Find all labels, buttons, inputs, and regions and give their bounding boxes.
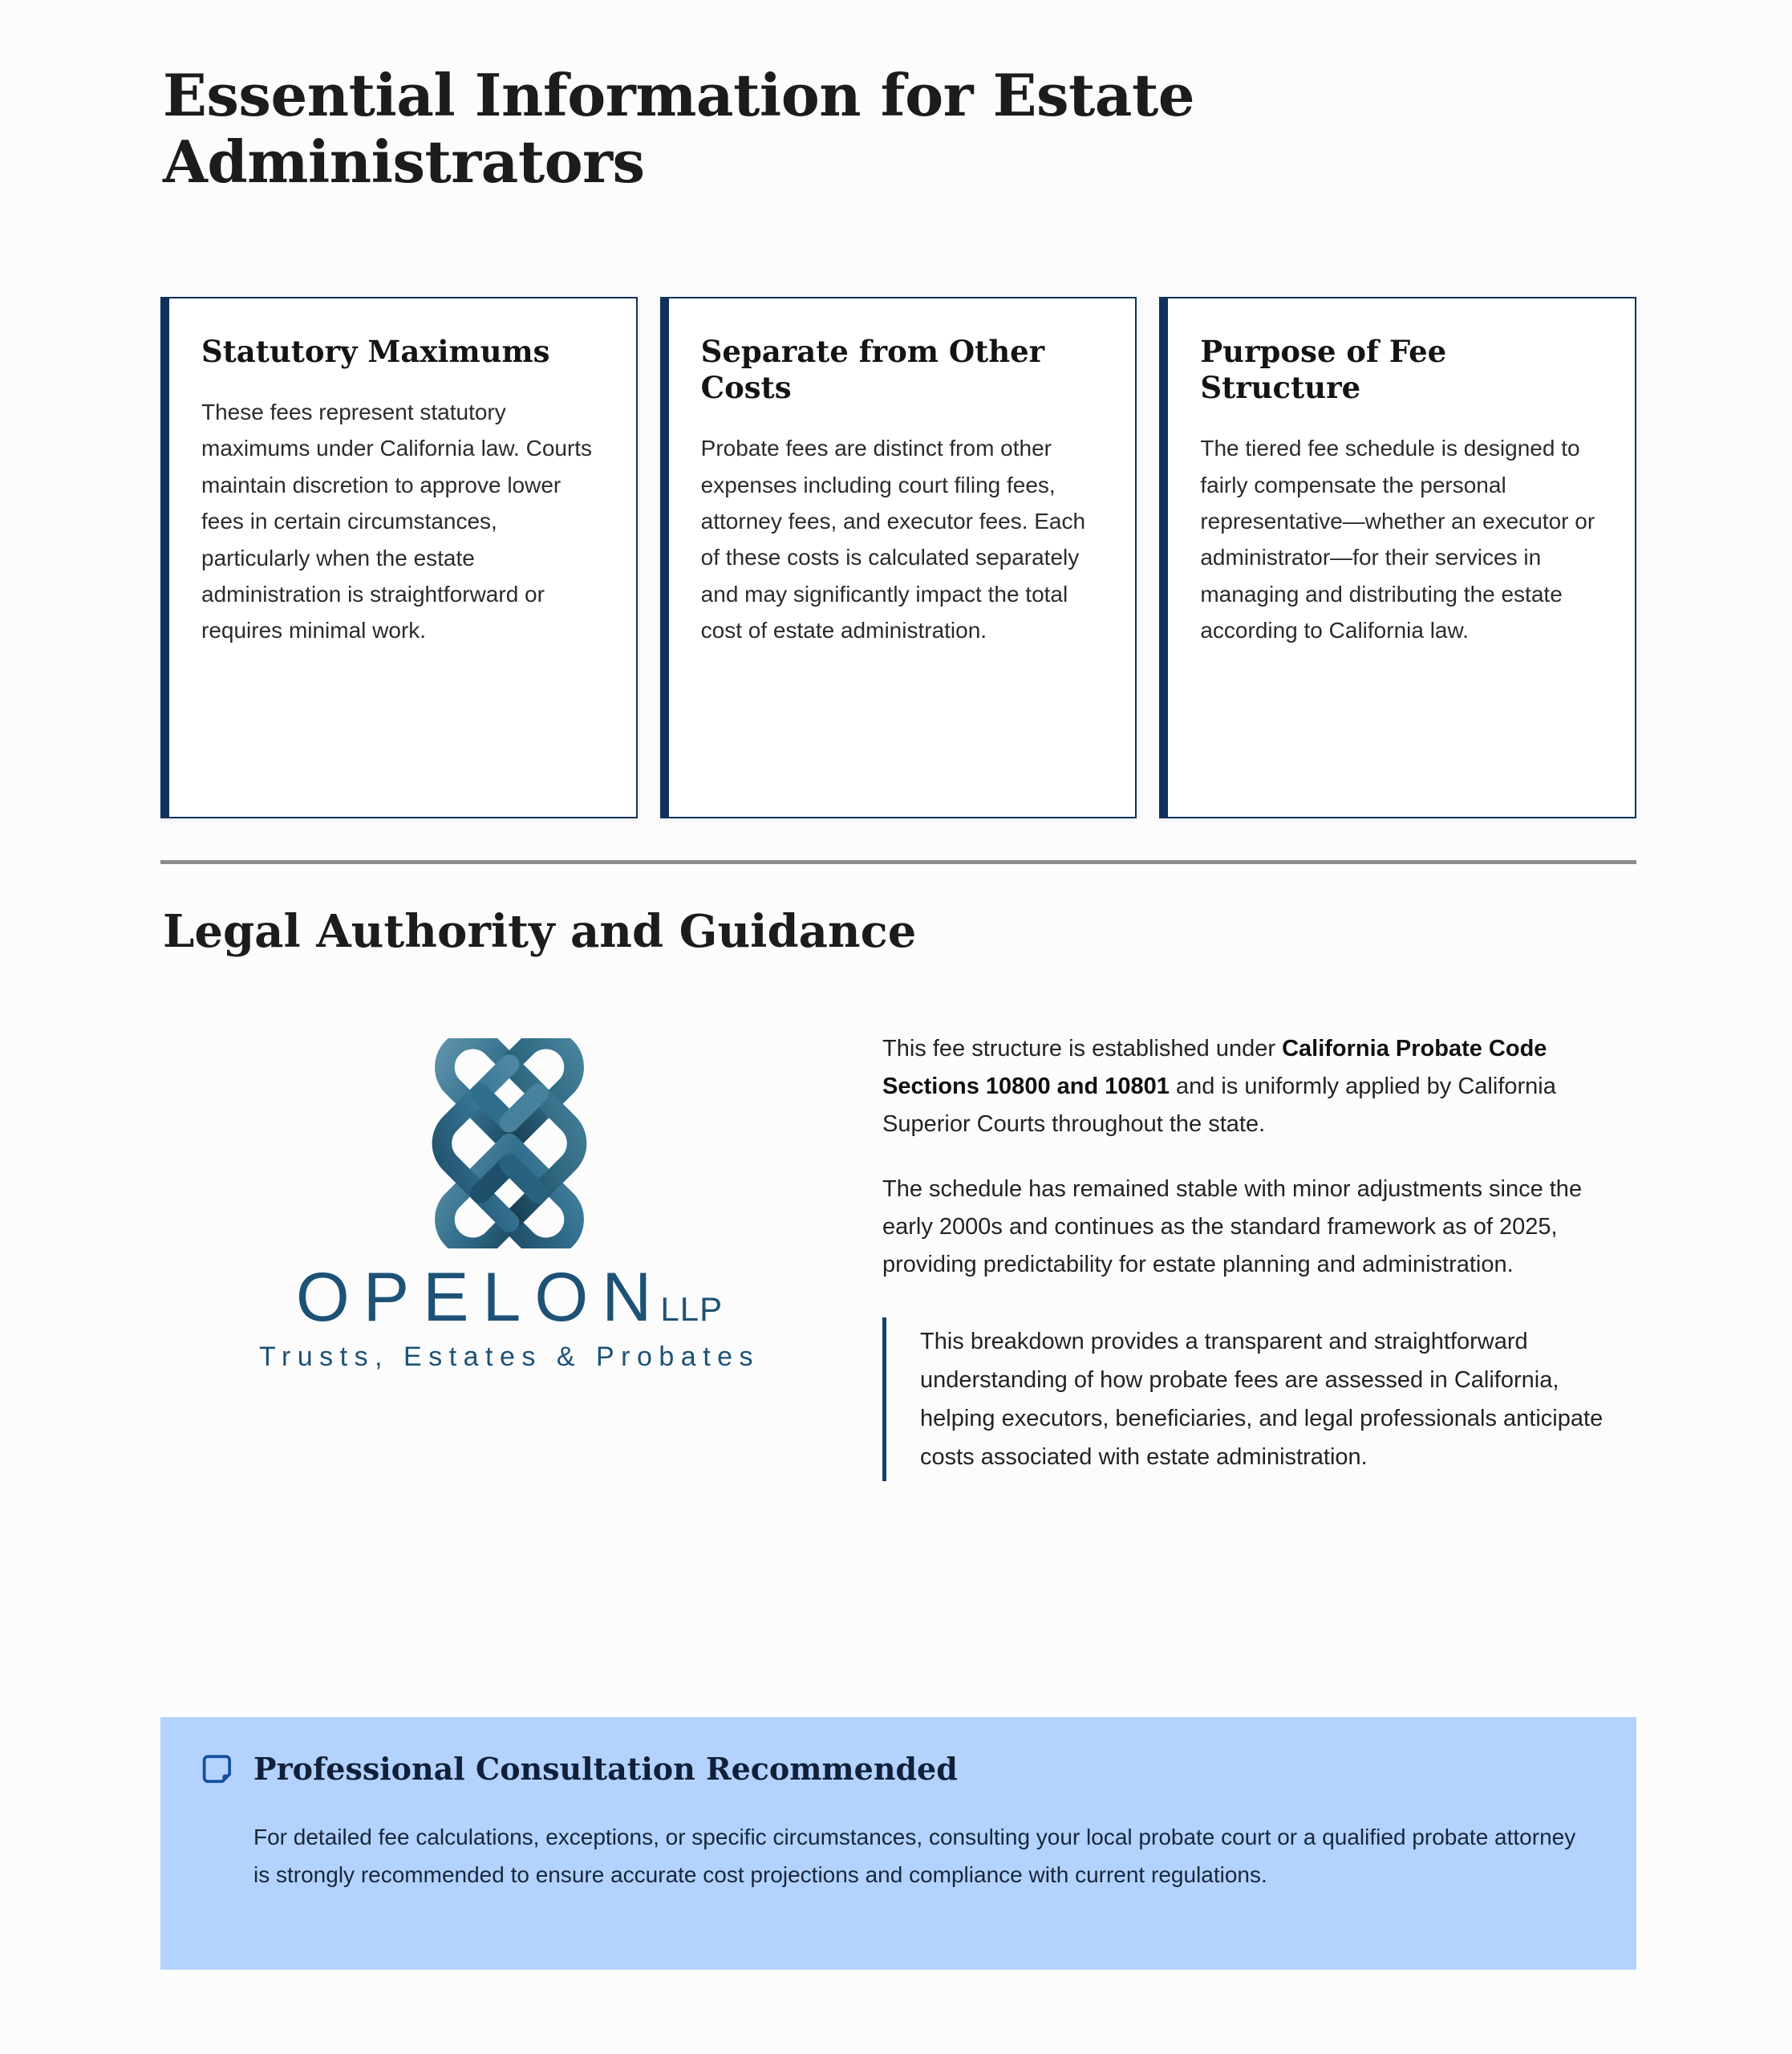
legal-text-column: [882, 1027, 1604, 1481]
legal-authority-section: [160, 1027, 1644, 1481]
legal-paragraph-1-suffix: and is uniformly applied by California Superior Courts throughout the state.: [882, 1073, 1556, 1137]
legal-paragraph-2: The schedule has remained stable with minor adjustments since the early 2000s and continues as the standard framework as of 2025, providing predictability for estate planning and administration.: [882, 1175, 1583, 1277]
logo-word: OPELON: [295, 1259, 666, 1336]
brand-logo-column: [160, 1027, 858, 1370]
logo-wordmark: [295, 1259, 724, 1336]
info-card-group: [160, 297, 1636, 818]
card-body: The tiered fee schedule is designed to fairly compensate the personal representative—whether an executor or administrator—for their services in managing and distributing the estate according to California law.: [1200, 436, 1595, 643]
info-card-purpose-of-fee-structure: [1159, 297, 1636, 818]
legal-paragraph-1-prefix: This fee structure is established under: [882, 1036, 1283, 1062]
summary-blockquote: [882, 1317, 1604, 1482]
callout-header: [202, 1751, 1596, 1788]
section-title: Legal Authority and Guidance: [163, 905, 917, 958]
professional-consultation-callout: [160, 1717, 1636, 1970]
info-card-statutory-maximums: [160, 297, 638, 818]
callout-title: Professional Consultation Recommended: [253, 1751, 958, 1787]
legal-paragraph-1: [882, 1030, 1604, 1143]
legal-code-reference: California Probate Code Sections 10800 and 10801: [882, 1036, 1547, 1099]
card-title: Statutory Maximums: [201, 334, 550, 369]
opelon-celtic-knot-logo-icon: [405, 1038, 614, 1248]
logo-suffix: LLP: [660, 1290, 724, 1328]
summary-blockquote-text: This breakdown provides a transparent and straightforward understanding of how probate fees are assessed in California, helping executors, beneficiaries, and legal professionals anticipate costs associated with estate administration.: [920, 1328, 1603, 1471]
section-divider: [160, 860, 1636, 864]
card-title: Separate from Other Costs: [700, 334, 1045, 406]
card-body: Probate fees are distinct from other expenses including court filing fees, attorney fees, and executor fees. Each of these costs is calculated separately and may significantly impact the total cost of estate administration.: [700, 436, 1086, 643]
card-body: These fees represent statutory maximums under California law. Courts maintain discretion to approve lower fees in certain circumstances, particularly when the estate administration is straightforward or requires minimal work.: [201, 400, 593, 643]
callout-body: For detailed fee calculations, exceptions, or specific circumstances, consulting your local probate court or a qualified probate attorney is strongly recommended to ensure accurate cost projections and compliance with current regulations.: [253, 1824, 1576, 1887]
card-title: Purpose of Fee Structure: [1200, 334, 1447, 406]
info-card-separate-from-other-costs: [660, 297, 1137, 818]
page-title: Essential Information for Estate Administrators: [163, 61, 1195, 196]
sticky-note-icon: [202, 1752, 236, 1787]
logo-tagline: Trusts, Estates & Probates: [258, 1342, 760, 1372]
